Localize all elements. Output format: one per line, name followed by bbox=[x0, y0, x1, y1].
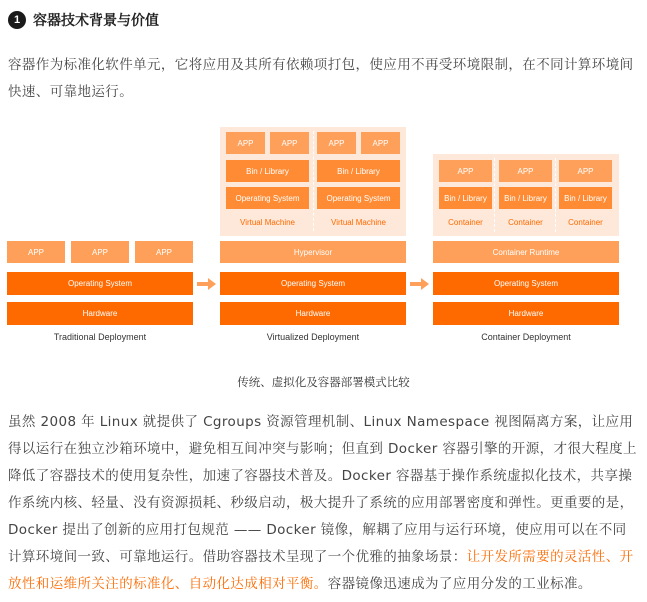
highlighted-text: 让开发所需要的灵活性、开放性和运维所关注的标准化、自动化达成相对平衡。 bbox=[8, 549, 634, 592]
virtualized-hardware-block: Hardware bbox=[220, 302, 406, 325]
virtualized-os-block: Operating System bbox=[220, 272, 406, 295]
container-app-block: APP bbox=[559, 160, 612, 182]
section-title: 容器技术背景与价值 bbox=[33, 13, 159, 29]
container-hardware-block: Hardware bbox=[433, 302, 619, 325]
container-app-block: APP bbox=[499, 160, 552, 182]
arrow-right-icon bbox=[410, 277, 430, 291]
traditional-hardware-block: Hardware bbox=[7, 302, 193, 325]
vm-app-block: APP bbox=[226, 132, 265, 154]
vm-app-block: APP bbox=[361, 132, 400, 154]
vm-os-block: Operating System bbox=[226, 187, 309, 209]
vm-app-block: APP bbox=[317, 132, 356, 154]
container-divider bbox=[555, 158, 556, 232]
virtualized-deployment-caption: Virtualized Deployment bbox=[266, 332, 360, 342]
figure-caption: 传统、虚拟化及容器部署模式比较 bbox=[237, 375, 410, 389]
container-deployment-caption: Container Deployment bbox=[481, 332, 571, 342]
virtual-machine-label: Virtual Machine bbox=[240, 217, 295, 227]
section-heading bbox=[8, 10, 159, 30]
hypervisor-block: Hypervisor bbox=[220, 241, 406, 263]
container-os-block: Operating System bbox=[433, 272, 619, 295]
body-paragraph bbox=[8, 409, 638, 598]
container-app-block: APP bbox=[439, 160, 492, 182]
container-library-block: Bin / Library bbox=[499, 187, 552, 209]
vm-library-block: Bin / Library bbox=[226, 160, 309, 182]
traditional-app-block: APP bbox=[71, 241, 129, 263]
container-library-block: Bin / Library bbox=[439, 187, 492, 209]
traditional-deployment-caption: Traditional Deployment bbox=[53, 332, 147, 342]
arrow-right-icon bbox=[197, 277, 217, 291]
container-label: Container bbox=[568, 217, 603, 227]
container-label: Container bbox=[448, 217, 483, 227]
container-label: Container bbox=[508, 217, 543, 227]
container-runtime-block: Container Runtime bbox=[433, 241, 619, 263]
vm-divider bbox=[313, 131, 314, 231]
traditional-os-block: Operating System bbox=[7, 272, 193, 295]
container-divider bbox=[494, 158, 495, 232]
intro-paragraph: 容器作为标准化软件单元，它将应用及其所有依赖项打包，使应用不再受环境限制，在不同计算环境间快速、可靠地运行。 bbox=[8, 57, 634, 100]
container-library-block: Bin / Library bbox=[559, 187, 612, 209]
vm-app-block: APP bbox=[270, 132, 309, 154]
traditional-app-block: APP bbox=[135, 241, 193, 263]
vm-library-block: Bin / Library bbox=[317, 160, 400, 182]
virtual-machine-label: Virtual Machine bbox=[331, 217, 386, 227]
deployment-comparison-diagram bbox=[0, 120, 647, 350]
body-text: 虽然 2008 年 Linux 就提供了 Cgroups 资源管理机制、Linux Namespace 视图隔离方案，让应用得以运行在独立沙箱环境中，避免相互间冲突与影响；但直到 Docker 容器引擎的开源，才很大程度上降低了容器技术的使用复杂性，加速了容器技术普及。Docker 容器基于操作系统虚拟化技术，共享操作系统内核、轻量、没有资源损耗、秒级启动，极大提升了系统的应用部署密度和弹性。更重要的是，Docker 提出了创新的应用打包规范 —— Docker 镜像，解耦了应用与运行环境，使应用可以在不同计算环境间一致、可靠地运行。借助容器技术呈现了一个优雅的抽象场景： bbox=[8, 414, 637, 565]
traditional-app-block: APP bbox=[7, 241, 65, 263]
section-number-badge: 1 bbox=[8, 11, 26, 29]
vm-os-block: Operating System bbox=[317, 187, 400, 209]
body-text-end: 容器镜像迅速成为了应用分发的工业标准。 bbox=[327, 576, 592, 592]
